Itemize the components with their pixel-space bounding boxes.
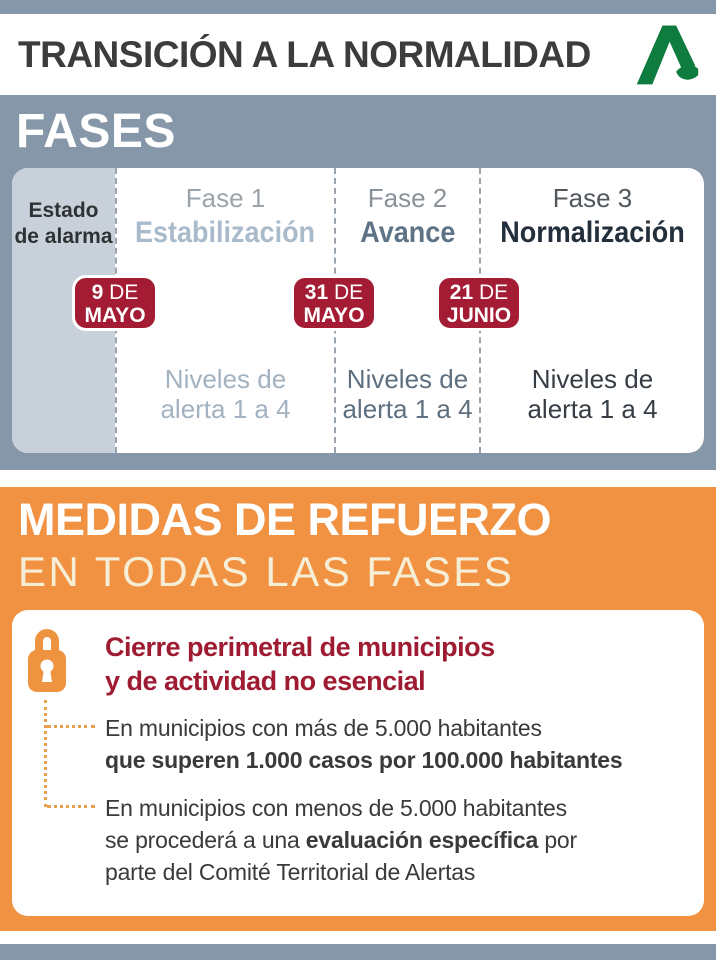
date-2-de: DE (334, 281, 364, 304)
medidas-card (12, 610, 704, 916)
date-3-de: DE (479, 281, 509, 304)
phase-2-label: Fase 2 (367, 183, 448, 213)
bottom-divider-strip (0, 944, 716, 960)
dotted-connector-vertical (44, 700, 47, 807)
bullet-2-line2-pre: se procederá a una (105, 827, 306, 853)
bottom-gap (0, 931, 716, 944)
bullet-2-line2 (105, 824, 704, 856)
phase-1-name: Estabilización (135, 216, 316, 249)
date-badge-21-junio (436, 275, 522, 331)
phase-2-alert-levels (336, 364, 479, 424)
header (0, 14, 716, 95)
medidas-subtitle: EN TODAS LAS FASES (18, 548, 515, 595)
phases-timeline-card (12, 168, 704, 453)
date-1-de: DE (109, 281, 139, 304)
date-1-month: MAYO (84, 304, 146, 327)
phase-1-alert-levels-line1: Niveles de (164, 364, 287, 394)
section-gap (0, 470, 716, 487)
date-badge-9-mayo (72, 275, 158, 331)
phase-1-label: Fase 1 (185, 183, 266, 213)
medidas-title: MEDIDAS DE REFUERZO (18, 494, 552, 545)
dotted-connector-horizontal-2 (47, 805, 95, 808)
date-2-month: MAYO (303, 304, 365, 327)
padlock-icon (26, 626, 68, 702)
page-title: TRANSICIÓN A LA NORMALIDAD (18, 33, 591, 75)
fases-section (0, 95, 716, 470)
heading-line1: Cierre perimetral de municipios (105, 632, 495, 662)
date-3-month: JUNIO (446, 304, 512, 327)
date-badge-31-mayo (291, 275, 377, 331)
phase-1-alert-levels (117, 364, 334, 424)
bullet-2-line1: En municipios con menos de 5.000 habitantes (105, 795, 567, 821)
phase-3-alert-levels-line1: Niveles de (531, 364, 654, 394)
bullet-1-line2: que superen 1.000 casos por 100.000 habitantes (105, 747, 623, 773)
bullet-less-than-5000 (105, 792, 704, 888)
medidas-section (0, 487, 716, 931)
date-3-day: 21 (449, 281, 474, 304)
bullet-1-line1: En municipios con más de 5.000 habitantes (105, 715, 542, 741)
bullet-2-line3: parte del Comité Territorial de Alertas (105, 859, 476, 885)
phase-1-alert-levels-line2: alerta 1 a 4 (160, 394, 291, 424)
heading-line2: y de actividad no esencial (105, 666, 426, 696)
phase-2-alert-levels-line1: Niveles de (346, 364, 469, 394)
dotted-connector-horizontal-1 (47, 725, 95, 728)
top-divider-strip (0, 0, 716, 14)
phase-2-name: Avance (359, 216, 456, 249)
estado-label-line1: Estado (28, 199, 99, 222)
phase-3-alert-levels (481, 364, 704, 424)
estado-label-line2: de alarma (14, 225, 113, 248)
bullet-more-than-5000 (105, 712, 704, 776)
date-2-day: 31 (304, 281, 329, 304)
phase-3-label: Fase 3 (552, 183, 633, 213)
junta-andalucia-logo-icon (634, 23, 700, 87)
fases-section-title: FASES (16, 105, 176, 158)
phase-2-alert-levels-line2: alerta 1 a 4 (342, 394, 473, 424)
phase-3-alert-levels-line2: alerta 1 a 4 (527, 394, 658, 424)
bullet-2-line2-post: por (538, 827, 577, 853)
cierre-perimetral-heading (12, 610, 704, 698)
bullet-2-line2-bold: evaluación específica (305, 827, 539, 853)
phase-3-name: Normalización (500, 216, 685, 249)
date-1-day: 9 (91, 281, 104, 304)
